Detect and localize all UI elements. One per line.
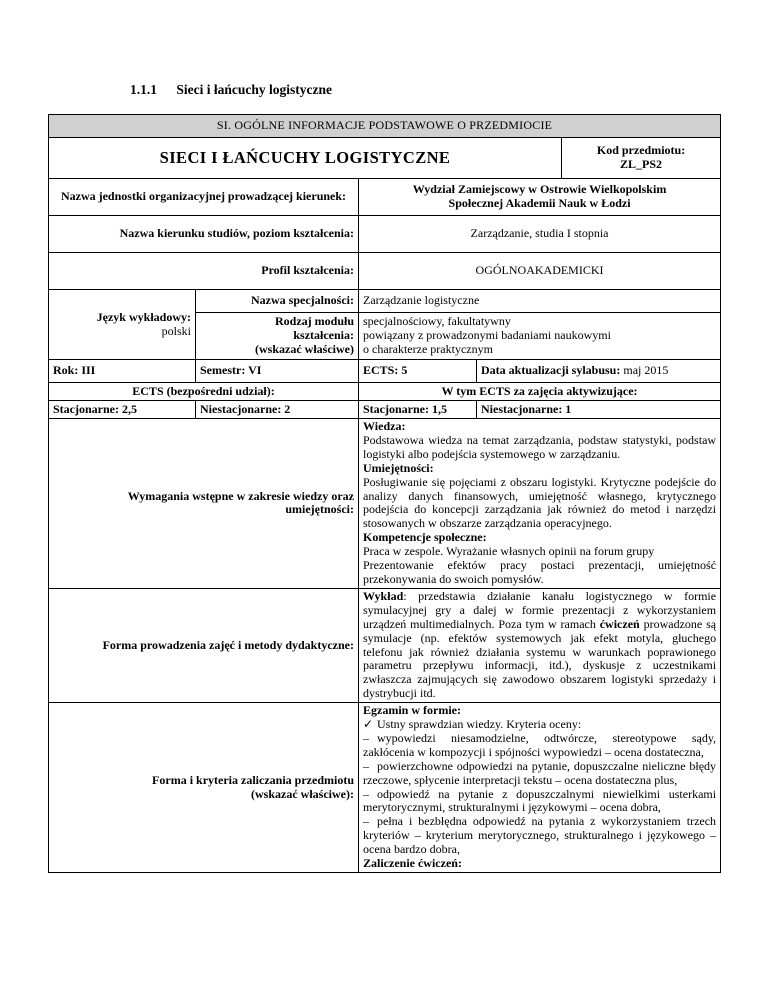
profile-value: OGÓLNOAKADEMICKI (359, 253, 721, 290)
ects-direct-header: ECTS (bezpośredni udział): (49, 383, 359, 401)
language-cell (49, 290, 196, 360)
course-code-label: Kod przedmiotu: (596, 143, 686, 158)
assessment-label-line1: Forma i kryteria zaliczania przedmiotu (152, 772, 354, 787)
exercises-word: ćwiczeń (599, 616, 640, 631)
niestacjonarne-direct: Niestacjonarne: 2 (196, 401, 359, 419)
requirements-content (359, 419, 721, 589)
section-number: 1.1.1 (130, 82, 157, 97)
syllabus-table (48, 114, 721, 873)
oral-exam-text: Ustny sprawdzian wiedzy. Kryteria oceny: (377, 717, 582, 732)
requirements-label-line1: Wymagania wstępne w zakresie wiedzy oraz (127, 488, 354, 503)
skills-heading: Umiejętności: (363, 460, 434, 475)
unit-value-line1: Wydział Zamiejscowy w Ostrowie Wielkopolskim (412, 182, 667, 197)
update-value: maj 2015 (623, 363, 669, 378)
methods-rest-text: prowadzone są symulacje (np. efektów systemowych jak efekt motyla, głuchego telefonu jak również działania systemu w warunkach poprawionego parametru przepływu informacji, itd.), dyskusje z uczestnikami zwłaszcza zajmujących się zawodowo obszarem logistyki sprzedaży i dystrybucji itd. (363, 616, 717, 701)
year-cell: Rok: III (49, 360, 196, 383)
social-text-2: Prezentowanie efektów pracy postaci prezentacji, umiejętność przekonywania do swoich pomysłów. (363, 558, 717, 586)
unit-value-line2: Społecznej Akademii Nauk w Łodzi (448, 196, 631, 210)
language-value: polski (161, 323, 191, 338)
module-label-line1: Rodzaj modułu (274, 314, 354, 329)
module-label-line2: kształcenia: (293, 328, 354, 343)
lecture-heading: Wykład (363, 588, 404, 603)
general-info-banner: SI. OGÓLNE INFORMACJE PODSTAWOWE O PRZEDMIOCIE (49, 115, 721, 138)
stacjonarne-active: Stacjonarne: 1,5 (359, 401, 477, 419)
module-label (196, 313, 359, 360)
module-label-line3: (wskazać właściwe) (255, 341, 354, 356)
unit-label: Nazwa jednostki organizacyjnej prowadzącej kierunek: (49, 179, 359, 216)
field-value: Zarządzanie, studia I stopnia (359, 216, 721, 253)
update-label: Data aktualizacji sylabusu: (481, 363, 621, 378)
language-label: Język wykładowy: (96, 309, 191, 324)
requirements-label (49, 419, 359, 589)
ects-cell: ECTS: 5 (359, 360, 477, 383)
dash-icon: – (363, 786, 369, 801)
criterion-4-text: pełna i bezbłędna odpowiedź na pytania z wykorzystaniem trzech kryteriów – kryterium merytorycznego, strukturalnego i językowego – ocena bardzo dobra, (363, 814, 717, 857)
exam-heading: Egzamin w formie: (363, 703, 461, 718)
methods-content (359, 588, 721, 702)
module-value-line1: specjalnościowy, fakultatywny (363, 314, 511, 329)
lecture-text: : przedstawia działanie kanału logistycznego w formie symulacyjnej gry a dalej w formie prezentacji z wykorzystaniem urządzeń multimedialnych. Poza tym w ramach (363, 588, 717, 631)
dash-icon: – (363, 814, 369, 829)
course-title: SIECI I ŁAŃCUCHY LOGISTYCZNE (49, 138, 562, 179)
course-code-cell (562, 138, 721, 179)
criterion-3-text: odpowiedź na pytanie z dopuszczalnymi niewielkimi usterkami merytorycznymi, strukturalnymi i językowymi – ocena dobra, (363, 786, 717, 815)
check-icon: ✓ (363, 717, 374, 732)
criterion-2 (363, 760, 716, 788)
module-value-line3: o charakterze praktycznym (363, 341, 493, 356)
section-heading (130, 82, 332, 98)
assessment-label (49, 703, 359, 873)
assessment-content (359, 703, 721, 873)
skills-text: Posługiwanie się pojęciami z obszaru logistyki. Krytyczne podejście do analizy danych finansowych, umiejętność własnego, krytycznego podejścia do koncepcji zarządzania jak również do metod i narzędzi stosowanych w obszarze zarządzania operacyjnego. (363, 474, 717, 531)
profile-label: Profil kształcenia: (49, 253, 359, 290)
update-cell (477, 360, 721, 383)
ects-active-header: W tym ECTS za zajęcia aktywizujące: (359, 383, 721, 401)
social-heading: Kompetencje społeczne: (363, 530, 487, 545)
requirements-label-line2: umiejętności: (285, 502, 354, 517)
dash-icon: – (363, 758, 369, 773)
criterion-1 (363, 732, 716, 760)
module-value-line2: powiązany z prowadzonymi badaniami naukowymi (363, 328, 611, 343)
dash-icon: – (363, 730, 369, 745)
specialty-label: Nazwa specjalności: (196, 290, 359, 313)
module-value (359, 313, 721, 360)
exercises-pass-heading: Zaliczenie ćwiczeń: (363, 856, 462, 871)
methods-label: Forma prowadzenia zajęć i metody dydaktyczne: (49, 588, 359, 702)
criterion-3 (363, 788, 716, 816)
criterion-1-text: wypowiedzi niesamodzielne, odtwórcze, stereotypowe sądy, zakłócenia w kompozycji i spójności wypowiedzi – ocena dostateczna, (363, 730, 717, 759)
semester-cell: Semestr: VI (196, 360, 359, 383)
assessment-label-line2: (wskazać właściwe): (251, 786, 354, 801)
specialty-value: Zarządzanie logistyczne (359, 290, 721, 313)
oral-exam-line (363, 718, 716, 732)
field-label: Nazwa kierunku studiów, poziom kształcenia: (49, 216, 359, 253)
section-title: Sieci i łańcuchy logistyczne (176, 82, 332, 97)
criterion-2-text: powierzchowne odpowiedzi na pytanie, dopuszczalne nieliczne błędy rzeczowe, spłycenie interpretacji tekstu – ocena dostateczna plus, (363, 758, 717, 787)
unit-value (359, 179, 721, 216)
niestacjonarne-active: Niestacjonarne: 1 (477, 401, 721, 419)
knowledge-heading: Wiedza: (363, 419, 406, 433)
course-code-value: ZL_PS2 (620, 157, 663, 171)
social-text-1: Praca w zespole. Wyrażanie własnych opinii na forum grupy (363, 544, 655, 559)
criterion-4 (363, 815, 716, 857)
stacjonarne-direct: Stacjonarne: 2,5 (49, 401, 196, 419)
knowledge-text: Podstawowa wiedza na temat zarządzania, podstaw statystyki, podstaw logistyki albo podejścia systemowego w zarządzaniu. (363, 432, 717, 461)
